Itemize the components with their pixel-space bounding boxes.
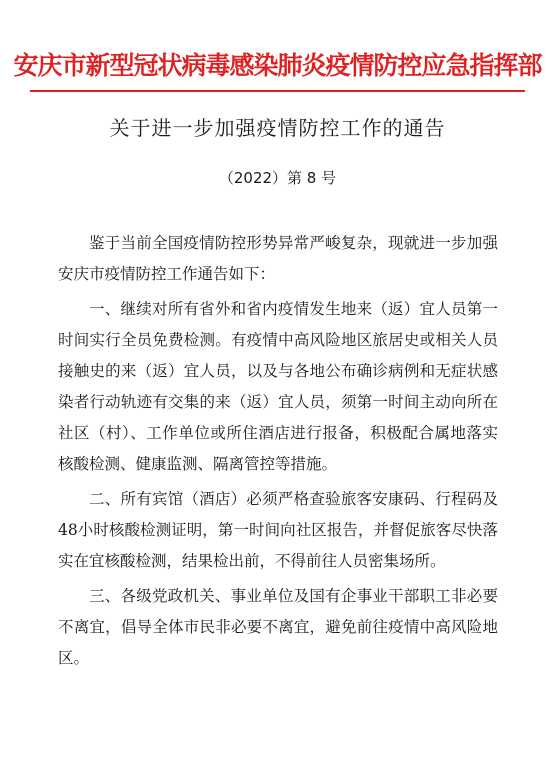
paragraph-item-3: 三、各级党政机关、事业单位及国有企事业干部职工非必要不离宜，倡导全体市民非必要不离宜，避免前往疫情中高风险地区。 — [58, 587, 498, 667]
paragraph-item-2: 二、所有宾馆（酒店）必须严格查验旅客安康码、行程码及48小时核酸检测证明，第一时间向社区报告，并督促旅客尽快落实在宜核酸检测，结果检出前，不得前往人员密集场所。 — [58, 490, 498, 570]
notice-body — [58, 228, 498, 678]
document-number: （2022）第 8 号 — [218, 169, 337, 187]
header-divider — [30, 90, 525, 92]
notice-title: 关于进一步加强疫情防控工作的通告 — [109, 116, 446, 140]
paragraph-item-1: 一、继续对所有省外和省内疫情发生地来（返）宜人员第一时间实行全员免费检测。有疫情中高风险地区旅居史或相关人员接触史的来（返）宜人员，以及与各地公布确诊病例和无症状感染者行动轨迹有交集的来（返）宜人员，须第一时间主动向所在社区（村）、工作单位或所住酒店进行报备，积极配合属地落实核酸检测、健康监测、隔离管控等措施。 — [58, 300, 498, 473]
issuing-organization-title: 安庆市新型冠状病毒感染肺炎疫情防控应急指挥部 — [13, 51, 542, 80]
paragraph-intro: 鉴于当前全国疫情防控形势异常严峻复杂，现就进一步加强安庆市疫情防控工作通告如下： — [58, 234, 498, 283]
